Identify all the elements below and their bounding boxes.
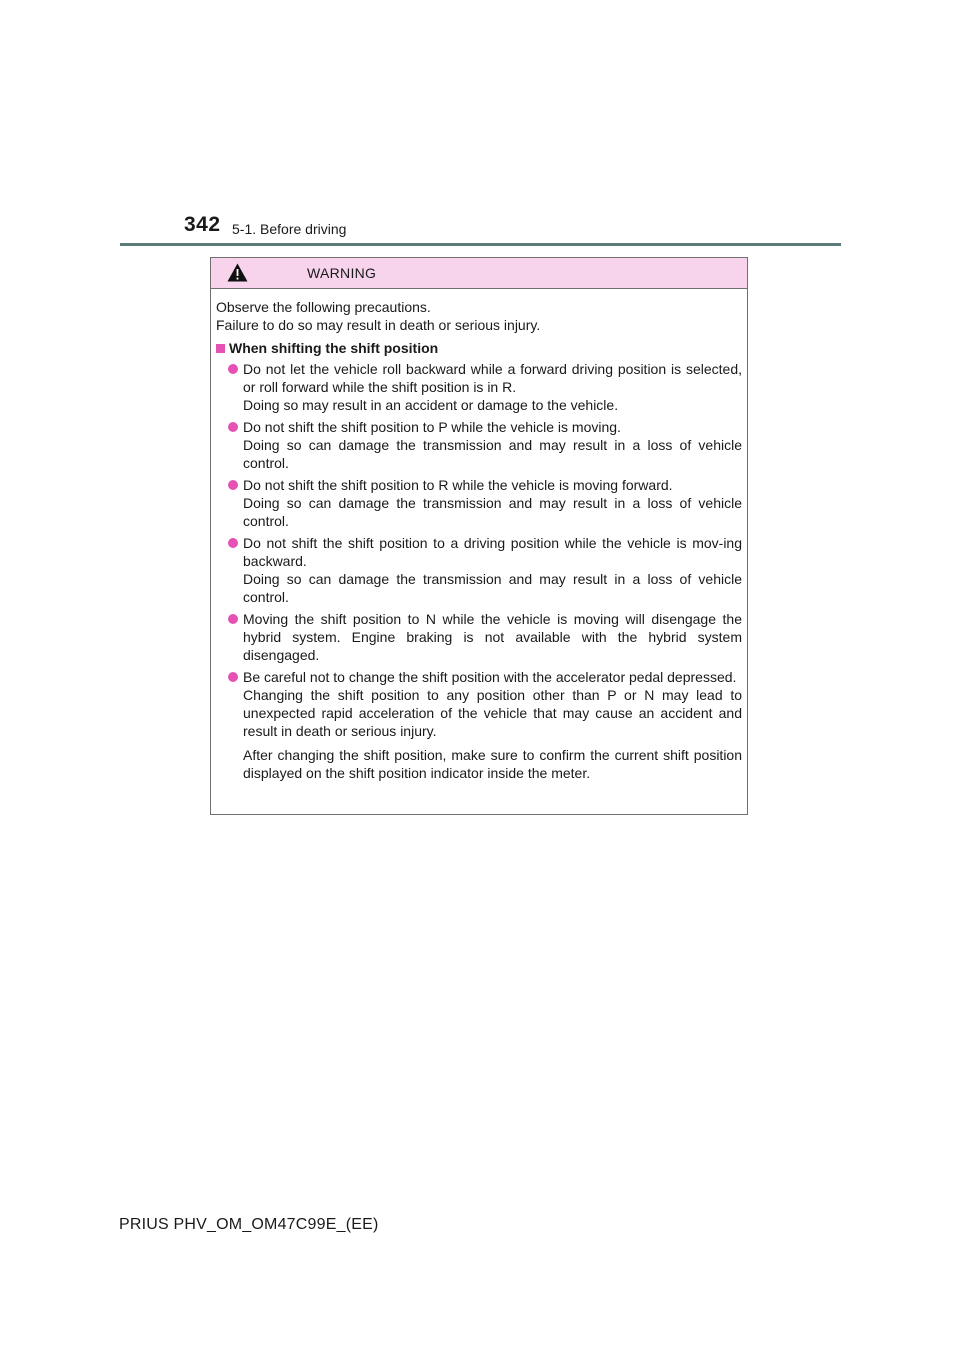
warning-body xyxy=(211,289,747,782)
warning-triangle-icon xyxy=(227,263,248,282)
item-text: Do not shift the shift position to R while the vehicle is moving forward. xyxy=(243,477,673,493)
warning-list xyxy=(216,360,742,740)
warning-title: WARNING xyxy=(307,265,377,281)
round-bullet-icon xyxy=(228,422,238,432)
header-rule xyxy=(120,243,841,246)
list-item xyxy=(243,610,742,664)
item-text: Be careful not to change the shift position with the accelerator pedal depressed. xyxy=(243,669,737,685)
document-code: PRIUS PHV_OM_OM47C99E_(EE) xyxy=(119,1216,379,1233)
list-item xyxy=(243,534,742,606)
item-text: Doing so can damage the transmission and may result in a loss of vehicle control. xyxy=(243,495,742,529)
list-item xyxy=(243,476,742,530)
intro-line: Observe the following precautions. xyxy=(216,299,431,315)
item-text: Doing so can damage the transmission and may result in a loss of vehicle control. xyxy=(243,437,742,471)
section-heading xyxy=(216,339,742,357)
page-number: 342 xyxy=(184,213,221,236)
item-text: Do not let the vehicle roll backward while a forward driving position is selected, or roll forward while the shift position is in R. xyxy=(243,361,742,395)
section-title: 5-1. Before driving xyxy=(232,221,347,237)
intro-line: Failure to do so may result in death or serious injury. xyxy=(216,317,541,333)
warning-note: After changing the shift position, make sure to confirm the current shift position displayed on the shift position indicator inside the meter. xyxy=(243,747,742,781)
item-text: Moving the shift position to N while the vehicle is moving will disengage the hybrid system. Engine braking is not available with the hybrid system disengaged. xyxy=(243,611,742,663)
item-text: Doing so may result in an accident or damage to the vehicle. xyxy=(243,397,619,413)
warning-box xyxy=(210,257,748,815)
round-bullet-icon xyxy=(228,672,238,682)
warning-intro xyxy=(216,298,742,334)
round-bullet-icon xyxy=(228,614,238,624)
list-item xyxy=(243,418,742,472)
warning-header xyxy=(211,258,747,289)
list-item xyxy=(243,360,742,414)
heading-text: When shifting the shift position xyxy=(229,340,439,356)
item-text: Changing the shift position to any position other than P or N may lead to unexpected rapid acceleration of the vehicle that may cause an accident and result in death or serious injury. xyxy=(243,687,742,739)
round-bullet-icon xyxy=(228,480,238,490)
item-text: Do not shift the shift position to a driving position while the vehicle is mov-ing backward. xyxy=(243,535,742,569)
item-text: Do not shift the shift position to P while the vehicle is moving. xyxy=(243,419,621,435)
round-bullet-icon xyxy=(228,538,238,548)
round-bullet-icon xyxy=(228,364,238,374)
list-item xyxy=(243,668,742,740)
square-bullet-icon xyxy=(216,344,225,353)
item-text: Doing so can damage the transmission and may result in a loss of vehicle control. xyxy=(243,571,742,605)
